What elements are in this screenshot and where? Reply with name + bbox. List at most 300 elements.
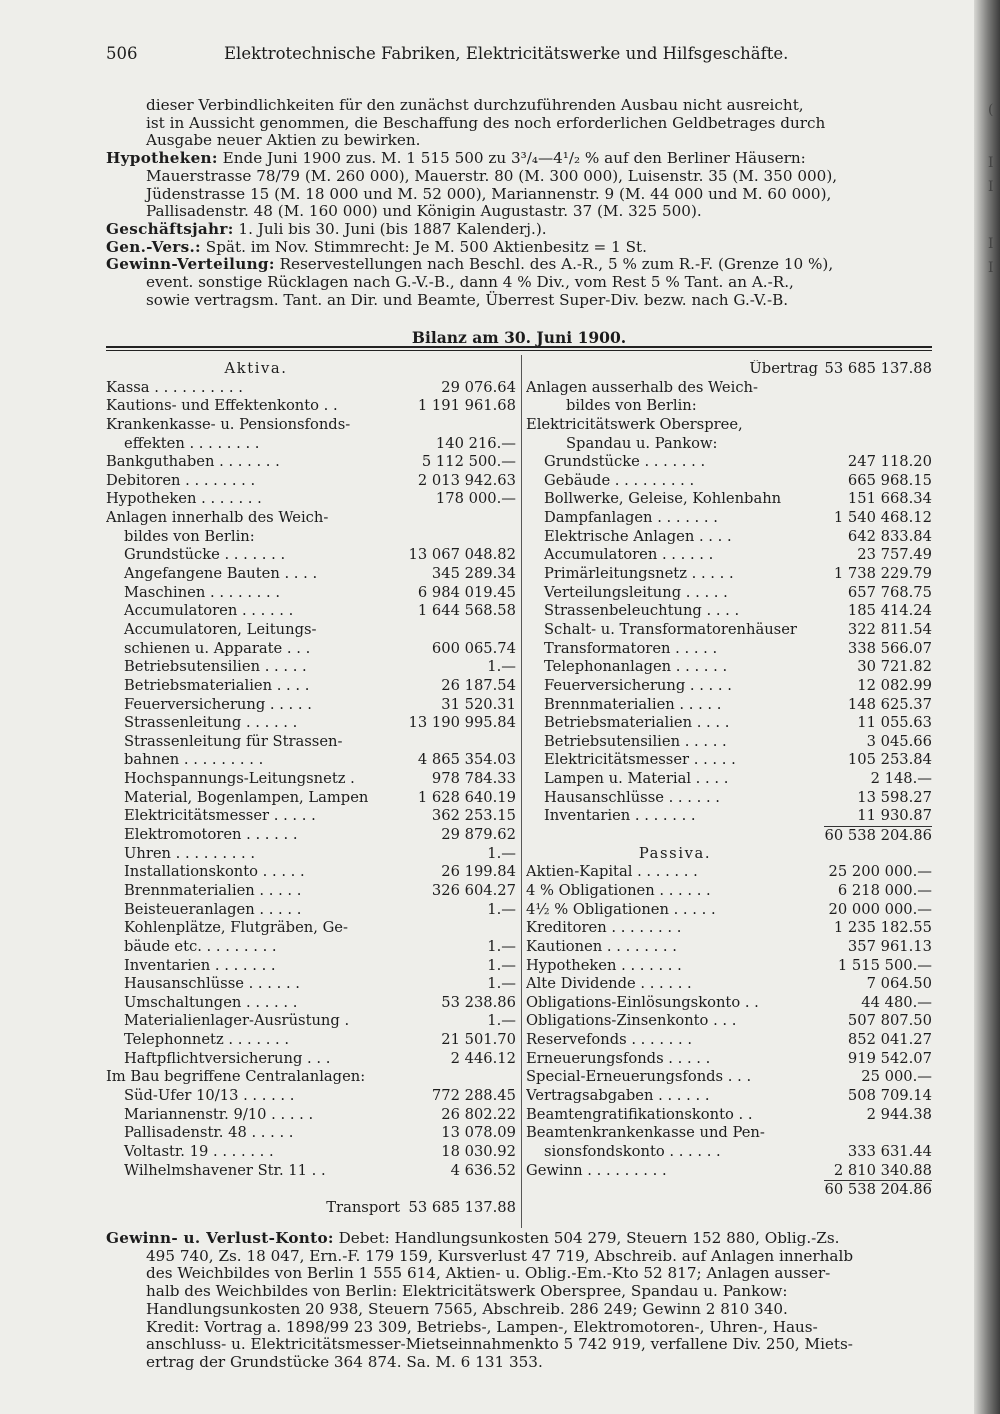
table-row: [526, 863, 932, 882]
section-header: [526, 845, 932, 864]
table-row: [106, 453, 516, 472]
row-label: Elektrische Anlagen . . . .: [544, 527, 732, 545]
table-row: [106, 789, 516, 808]
row-label: Materialienlager-Ausrüstung .: [124, 1012, 350, 1030]
row-label: Kautions- und Effektenkonto . .: [106, 397, 338, 415]
row-label: Anlagen ausserhalb des Weich-: [526, 378, 758, 396]
row-label: Beamtengratifikationskonto . .: [526, 1105, 753, 1123]
row-value: 60 538 204.86: [824, 1181, 932, 1199]
row-label: Grundstücke . . . . . . .: [124, 546, 286, 564]
gv-text: 495 740, Zs. 18 047, Ern.-F. 179 159, Kursverlust 47 719, Abschreib. auf Anlagen innerhalb: [146, 1246, 854, 1265]
intro-text: Spät. im Nov. Stimmrecht: Je M. 500 Aktienbesitz = 1 St.: [200, 237, 647, 256]
row-label: Uhren . . . . . . . . .: [124, 844, 256, 862]
row-value: [406, 733, 516, 752]
row-value: 29 076.64: [441, 378, 516, 396]
edge-char: I: [988, 155, 994, 171]
row-label: Primärleitungsnetz . . . . .: [544, 565, 734, 583]
table-row: [526, 901, 932, 920]
row-label: Betriebsmaterialien . . . .: [544, 714, 730, 732]
row-label: Maschinen . . . . . . . .: [124, 583, 281, 601]
gv-text: anschluss- u. Elektricitätsmesser-Mietseinnahmenkto 5 742 919, verfallene Div. 250, Miets-: [146, 1335, 853, 1354]
table-row: [106, 1012, 516, 1031]
row-value: 507 807.50: [847, 1012, 932, 1030]
section-header: [106, 360, 516, 379]
table-row: [106, 714, 516, 733]
row-label: Dampfanlagen . . . . . . .: [544, 509, 718, 527]
row-label: Accumulatoren . . . . . .: [124, 602, 294, 620]
row-label: sionsfondskonto . . . . . .: [544, 1142, 721, 1160]
row-value: 333 631.44: [847, 1142, 932, 1160]
row-value: 185 414.24: [847, 602, 932, 620]
page-edge-shadow: [974, 0, 1000, 1414]
row-label: Hypotheken . . . . . . .: [106, 490, 262, 508]
row-value: 4 865 354.03: [417, 751, 516, 769]
gv-text: halb des Weichbildes von Berlin: Elektricitätswerk Oberspree, Spandau u. Pankow:: [146, 1282, 788, 1301]
gv-line: [106, 1319, 932, 1337]
row-value: 53 238.86: [441, 993, 516, 1011]
table-row: [106, 1162, 516, 1181]
edge-char: I: [988, 179, 994, 195]
table-row: [526, 453, 932, 472]
row-label: Elektricitätsmesser . . . . .: [124, 807, 316, 825]
row-label: Verteilungsleitung . . . . .: [544, 583, 728, 601]
row-value: 2 810 340.88: [833, 1161, 932, 1179]
row-value: 642 833.84: [847, 527, 932, 545]
row-label: Hypotheken . . . . . . .: [526, 956, 682, 974]
row-label: Hochspannungs-Leitungsnetz .: [124, 770, 355, 788]
row-value: 1 191 961.68: [417, 397, 516, 415]
table-row: [526, 733, 932, 752]
row-label: Inventarien . . . . . . .: [124, 956, 276, 974]
row-value: 1 628 640.19: [417, 788, 516, 806]
row-value: 31 520.31: [441, 695, 516, 713]
row-value: 1 738 229.79: [833, 565, 932, 583]
row-value: 11 055.63: [857, 714, 932, 732]
intro-text: [106, 97, 932, 309]
row-label: Brennmaterialien . . . . .: [124, 881, 302, 899]
table-row: [526, 957, 932, 976]
row-value: 29 879.62: [441, 826, 516, 844]
row-label: Special-Erneuerungsfonds . . .: [526, 1068, 752, 1086]
intro-line: [106, 186, 932, 204]
row-label: Aktiva.: [224, 360, 288, 377]
row-label: Süd-Ufer 10/13 . . . . . .: [124, 1086, 295, 1104]
row-value: 11 930.87: [857, 807, 932, 825]
row-label: Kreditoren . . . . . . . .: [526, 919, 682, 937]
intro-line: [106, 115, 932, 133]
table-row: [106, 807, 516, 826]
table-row: [526, 546, 932, 565]
table-row: [526, 1050, 932, 1069]
row-value: 20 000 000.—: [828, 900, 932, 918]
row-label: Kautionen . . . . . . . .: [526, 937, 677, 955]
table-row: [526, 696, 932, 715]
gv-text: Debet: Handlungsunkosten 504 279, Steuern 152 880, Oblig.-Zs.: [333, 1229, 840, 1247]
row-label: Gewinn . . . . . . . . .: [526, 1161, 667, 1179]
row-label: Accumulatoren . . . . . .: [544, 546, 714, 564]
row-value: 26 199.84: [441, 863, 516, 881]
row-value: [406, 621, 516, 640]
row-label: Feuerversicherung . . . . .: [544, 676, 732, 694]
table-row: [106, 640, 516, 659]
row-label: [106, 1180, 406, 1199]
row-label: Transport: [326, 1198, 400, 1216]
carry-row: [526, 360, 932, 379]
table-row: [526, 677, 932, 696]
row-value: 53 685 137.88: [824, 360, 932, 377]
row-value: [406, 509, 516, 528]
row-value: 1 644 568.58: [417, 602, 516, 620]
row-value: 21 501.70: [441, 1031, 516, 1049]
row-value: 1.—: [487, 975, 516, 993]
table-row: [106, 565, 516, 584]
intro-text: Reservestellungen nach Beschl. des A.-R., 5 % zum R.-F. (Grenze 10 %),: [274, 255, 834, 274]
row-label: Hausanschlüsse . . . . . .: [124, 975, 300, 993]
edge-char: I: [988, 236, 994, 252]
intro-line: [106, 203, 932, 221]
row-label: bäude etc. . . . . . . . .: [124, 937, 277, 955]
table-row: [106, 1124, 516, 1143]
row-label: schienen u. Apparate . . .: [124, 639, 311, 657]
table-row: [106, 379, 516, 398]
carry-row: [106, 1199, 516, 1218]
row-label: Anlagen innerhalb des Weich-: [106, 509, 329, 527]
row-label: Spandau u. Pankow:: [566, 434, 718, 452]
row-label: Krankenkasse- u. Pensionsfonds-: [106, 415, 351, 433]
row-label: Angefangene Bauten . . . .: [124, 565, 318, 583]
table-row: [526, 509, 932, 528]
row-value: 919 542.07: [847, 1049, 932, 1067]
row-value: [824, 1124, 932, 1143]
row-value: 6 984 019.45: [417, 583, 516, 601]
row-value: [406, 416, 516, 435]
row-label: effekten . . . . . . . .: [124, 434, 260, 452]
row-label: Bollwerke, Geleise, Kohlenbahn: [544, 490, 782, 508]
intro-text: Ende Juni 1900 zus. M. 1 515 500 zu 3³/₄—4¹/₂ % auf den Berliner Häusern:: [217, 149, 806, 168]
row-label: Telephonanlagen . . . . . .: [544, 658, 728, 676]
table-row: [526, 397, 932, 416]
row-value: 3 045.66: [866, 732, 932, 750]
row-value: 326 604.27: [431, 881, 516, 899]
table-row: [526, 919, 932, 938]
title-rule-thick: [106, 346, 932, 348]
row-label: Bankguthaben . . . . . . .: [106, 453, 280, 471]
total-row: [526, 826, 932, 845]
row-value: 2 446.12: [450, 1049, 516, 1067]
row-label: Grundstücke . . . . . . .: [544, 453, 706, 471]
intro-text: dieser Verbindlichkeiten für den zunächst durchzuführenden Ausbau nicht ausreicht,: [146, 96, 804, 114]
table-row: [526, 565, 932, 584]
row-label: Haftpflichtversicherung . . .: [124, 1049, 331, 1067]
row-value: 25 000.—: [861, 1068, 932, 1086]
row-value: 105 253.84: [847, 751, 932, 769]
table-row: [526, 1012, 932, 1031]
row-label: Wilhelmshavener Str. 11 . .: [124, 1161, 326, 1179]
intro-line: [106, 239, 932, 257]
row-value: 13 078.09: [441, 1124, 516, 1142]
intro-line: [106, 132, 932, 150]
row-value: 772 288.45: [431, 1086, 516, 1104]
table-row: [526, 1031, 932, 1050]
table-row: [106, 435, 516, 454]
row-label: Inventarien . . . . . . .: [544, 807, 696, 825]
gv-text: des Weichbildes von Berlin 1 555 614, Aktien- u. Oblig.-Em.-Kto 52 817; Anlagen ausser-: [146, 1264, 831, 1283]
row-value: 852 041.27: [847, 1031, 932, 1049]
table-row: [106, 696, 516, 715]
gv-line: [106, 1336, 932, 1354]
section-label: Gewinn-Verteilung:: [106, 255, 275, 274]
row-value: [406, 528, 516, 547]
row-value: 665 968.15: [847, 471, 932, 489]
table-row: [526, 379, 932, 398]
row-value: 2 013 942.63: [417, 471, 516, 489]
table-row: [526, 1087, 932, 1106]
table-row: [106, 751, 516, 770]
row-value: 2 944.38: [866, 1105, 932, 1123]
gv-text: Kredit: Vortrag a. 1898/99 23 309, Betriebs-, Lampen-, Elektromotoren-, Uhren-, Haus-: [146, 1317, 818, 1336]
row-value: 600 065.74: [431, 639, 516, 657]
gv-text: ertrag der Grundstücke 364 874. Sa. M. 6 131 353.: [146, 1352, 543, 1371]
intro-line: [106, 168, 932, 186]
intro-line: [106, 292, 932, 310]
table-row: [526, 640, 932, 659]
row-value: 44 480.—: [861, 993, 932, 1011]
row-label: Übertrag: [749, 360, 818, 377]
table-row: [106, 509, 516, 528]
table-row: [106, 584, 516, 603]
row-value: 13 190 995.84: [408, 714, 516, 732]
row-label: Aktien-Kapital . . . . . . .: [526, 863, 698, 881]
row-value: [406, 360, 516, 379]
intro-line: [106, 150, 932, 168]
row-value: 1.—: [487, 900, 516, 918]
row-label: Accumulatoren, Leitungs-: [124, 620, 317, 638]
table-row: [106, 919, 516, 938]
row-value: 60 538 204.86: [824, 827, 932, 845]
intro-line: [106, 221, 932, 239]
row-value: 1.—: [487, 956, 516, 974]
row-value: 4 636.52: [450, 1161, 516, 1179]
gv-text: Handlungsunkosten 20 938, Steuern 7565, Abschreib. 286 249; Gewinn 2 810 340.: [146, 1299, 788, 1318]
intro-line: [106, 256, 932, 274]
row-value: 140 216.—: [435, 434, 516, 452]
table-row: [526, 602, 932, 621]
table-row: [526, 490, 932, 509]
right-column: [526, 360, 932, 1199]
row-label: Vertragsabgaben . . . . . .: [526, 1086, 710, 1104]
running-title: Elektrotechnische Fabriken, Elektricitätswerke und Hilfsgeschäfte.: [224, 44, 789, 63]
row-label: Transformatoren . . . . .: [544, 639, 718, 657]
row-value: 322 811.54: [847, 620, 932, 638]
row-label: Im Bau begriffene Centralanlagen:: [106, 1068, 366, 1086]
table-row: [526, 994, 932, 1013]
row-label: bahnen . . . . . . . . .: [124, 751, 264, 769]
row-value: 148 625.37: [847, 695, 932, 713]
row-label: bildes von Berlin:: [124, 527, 255, 545]
table-row: [106, 416, 516, 435]
table-row: [526, 621, 932, 640]
row-label: Installationskonto . . . . .: [124, 863, 305, 881]
title-rule-thin: [106, 350, 932, 351]
table-row: [106, 472, 516, 491]
gv-line: [106, 1265, 932, 1283]
row-label: Debitoren . . . . . . . .: [106, 471, 256, 489]
edge-char: I: [988, 260, 994, 276]
table-row: [526, 435, 932, 454]
intro-text: event. sonstige Rücklagen nach G.-V.-B., dann 4 % Div., vom Rest 5 % Tant. an A.-R.,: [146, 273, 794, 292]
row-value: [824, 397, 932, 416]
table-row: [526, 807, 932, 826]
edge-char: (: [988, 102, 994, 118]
table-row: [526, 528, 932, 547]
gv-line: [106, 1283, 932, 1301]
table-row: [106, 938, 516, 957]
table-row: [106, 975, 516, 994]
table-row: [526, 1124, 932, 1143]
row-label: 4 % Obligationen . . . . . .: [526, 881, 711, 899]
row-label: Lampen u. Material . . . .: [544, 770, 729, 788]
row-label: Betriebsutensilien . . . . .: [124, 658, 307, 676]
table-row: [106, 1180, 516, 1199]
table-row: [106, 621, 516, 640]
row-label: 4½ % Obligationen . . . . .: [526, 900, 716, 918]
row-label: Voltastr. 19 . . . . . . .: [124, 1142, 274, 1160]
table-row: [526, 1106, 932, 1125]
table-row: [106, 1031, 516, 1050]
row-label: Strassenleitung für Strassen-: [124, 732, 343, 750]
row-value: 657 768.75: [847, 583, 932, 601]
row-value: 1.—: [487, 658, 516, 676]
row-value: [406, 1180, 516, 1199]
row-value: 25 200 000.—: [828, 863, 932, 881]
row-value: 247 118.20: [847, 453, 932, 471]
row-label: Telephonnetz . . . . . . .: [124, 1031, 290, 1049]
table-row: [106, 957, 516, 976]
row-value: 1 515 500.—: [837, 956, 932, 974]
row-value: 30 721.82: [857, 658, 932, 676]
row-label: Kassa . . . . . . . . . .: [106, 378, 243, 396]
row-label: [526, 826, 824, 845]
row-value: 23 757.49: [857, 546, 932, 564]
row-value: [824, 416, 932, 435]
table-row: [526, 751, 932, 770]
table-row: [106, 1106, 516, 1125]
row-value: 508 709.14: [847, 1086, 932, 1104]
table-row: [106, 882, 516, 901]
table-row: [106, 733, 516, 752]
row-label: Pallisadenstr. 48 . . . . .: [124, 1124, 294, 1142]
page-header: [106, 44, 826, 63]
table-row: [106, 901, 516, 920]
row-label: Beisteueranlagen . . . . .: [124, 900, 302, 918]
section-label: Gen.-Vers.:: [106, 237, 201, 256]
gv-line: [106, 1248, 932, 1266]
row-value: 26 187.54: [441, 676, 516, 694]
row-value: 345 289.34: [431, 565, 516, 583]
intro-text: Ausgabe neuer Aktien zu bewirken.: [146, 131, 421, 150]
row-label: Umschaltungen . . . . . .: [124, 993, 298, 1011]
row-value: 5 112 500.—: [421, 453, 516, 471]
row-value: 1 540 468.12: [833, 509, 932, 527]
row-label: Schalt- u. Transformatorenhäuser: [544, 620, 797, 638]
row-value: 178 000.—: [435, 490, 516, 508]
gv-line: [106, 1354, 932, 1372]
row-label: Alte Dividende . . . . . .: [526, 975, 692, 993]
table-row: [106, 1143, 516, 1162]
intro-text: sowie vertragsm. Tant. an Dir. und Beamte, Überrest Super-Div. bezw. nach G.-V.-B.: [146, 290, 789, 309]
table-row: [526, 1162, 932, 1181]
table-row: [106, 546, 516, 565]
row-label: Strassenleitung . . . . . .: [124, 714, 298, 732]
table-row: [526, 770, 932, 789]
row-label: Betriebsmaterialien . . . .: [124, 676, 310, 694]
gv-line: [106, 1230, 932, 1248]
table-row: [106, 770, 516, 789]
table-row: [526, 472, 932, 491]
profit-loss-account: [106, 1230, 932, 1372]
row-value: 1.—: [487, 1012, 516, 1030]
row-label: Kohlenplätze, Flutgräben, Ge-: [124, 919, 348, 937]
intro-text: Jüdenstrasse 15 (M. 18 000 und M. 52 000), Mariannenstr. 9 (M. 44 000 und M. 60 000),: [146, 184, 832, 203]
table-row: [106, 994, 516, 1013]
row-value: 1 235 182.55: [833, 919, 932, 937]
intro-line: [106, 97, 932, 115]
row-value: 151 668.34: [847, 490, 932, 508]
table-row: [526, 584, 932, 603]
table-row: [106, 1087, 516, 1106]
row-value: 357 961.13: [847, 937, 932, 955]
row-label: Obligations-Zinsenkonto . . .: [526, 1012, 737, 1030]
page-number: 506: [106, 44, 138, 63]
table-row: [106, 1068, 516, 1087]
row-label: Mariannenstr. 9/10 . . . . .: [124, 1105, 314, 1123]
row-value: 978 784.33: [431, 770, 516, 788]
table-row: [526, 416, 932, 435]
row-value: 2 148.—: [870, 770, 932, 788]
row-value: [824, 435, 932, 454]
row-value: [824, 379, 932, 398]
row-label: Hausanschlüsse . . . . . .: [544, 788, 720, 806]
table-row: [106, 397, 516, 416]
row-value: 18 030.92: [441, 1142, 516, 1160]
row-label: Elektricitätsmesser . . . . .: [544, 751, 736, 769]
row-label: Gebäude . . . . . . . . .: [544, 471, 695, 489]
table-row: [526, 975, 932, 994]
intro-text: 1. Juli bis 30. Juni (bis 1887 Kalenderj.).: [233, 219, 547, 238]
row-label: Reservefonds . . . . . . .: [526, 1031, 693, 1049]
section-label: Geschäftsjahr:: [106, 219, 234, 238]
row-value: 13 067 048.82: [408, 546, 516, 564]
row-value: 13 598.27: [857, 788, 932, 806]
table-row: [526, 1143, 932, 1162]
section-label: Gewinn- u. Verlust-Konto:: [106, 1229, 334, 1247]
row-label: Strassenbeleuchtung . . . .: [544, 602, 740, 620]
intro-line: [106, 274, 932, 292]
row-value: 362 253.15: [431, 807, 516, 825]
row-value: 7 064.50: [866, 975, 932, 993]
table-row: [526, 789, 932, 808]
row-label: Feuerversicherung . . . . .: [124, 695, 312, 713]
row-label: Beamtenkrankenkasse und Pen-: [526, 1124, 765, 1142]
row-value: 53 685 137.88: [408, 1198, 516, 1216]
table-row: [106, 528, 516, 547]
table-row: [526, 1068, 932, 1087]
row-label: Material, Bogenlampen, Lampen: [124, 788, 369, 806]
table-row: [526, 938, 932, 957]
aktiva-column: [106, 360, 516, 1217]
table-row: [526, 658, 932, 677]
row-label: Erneuerungsfonds . . . . .: [526, 1049, 711, 1067]
